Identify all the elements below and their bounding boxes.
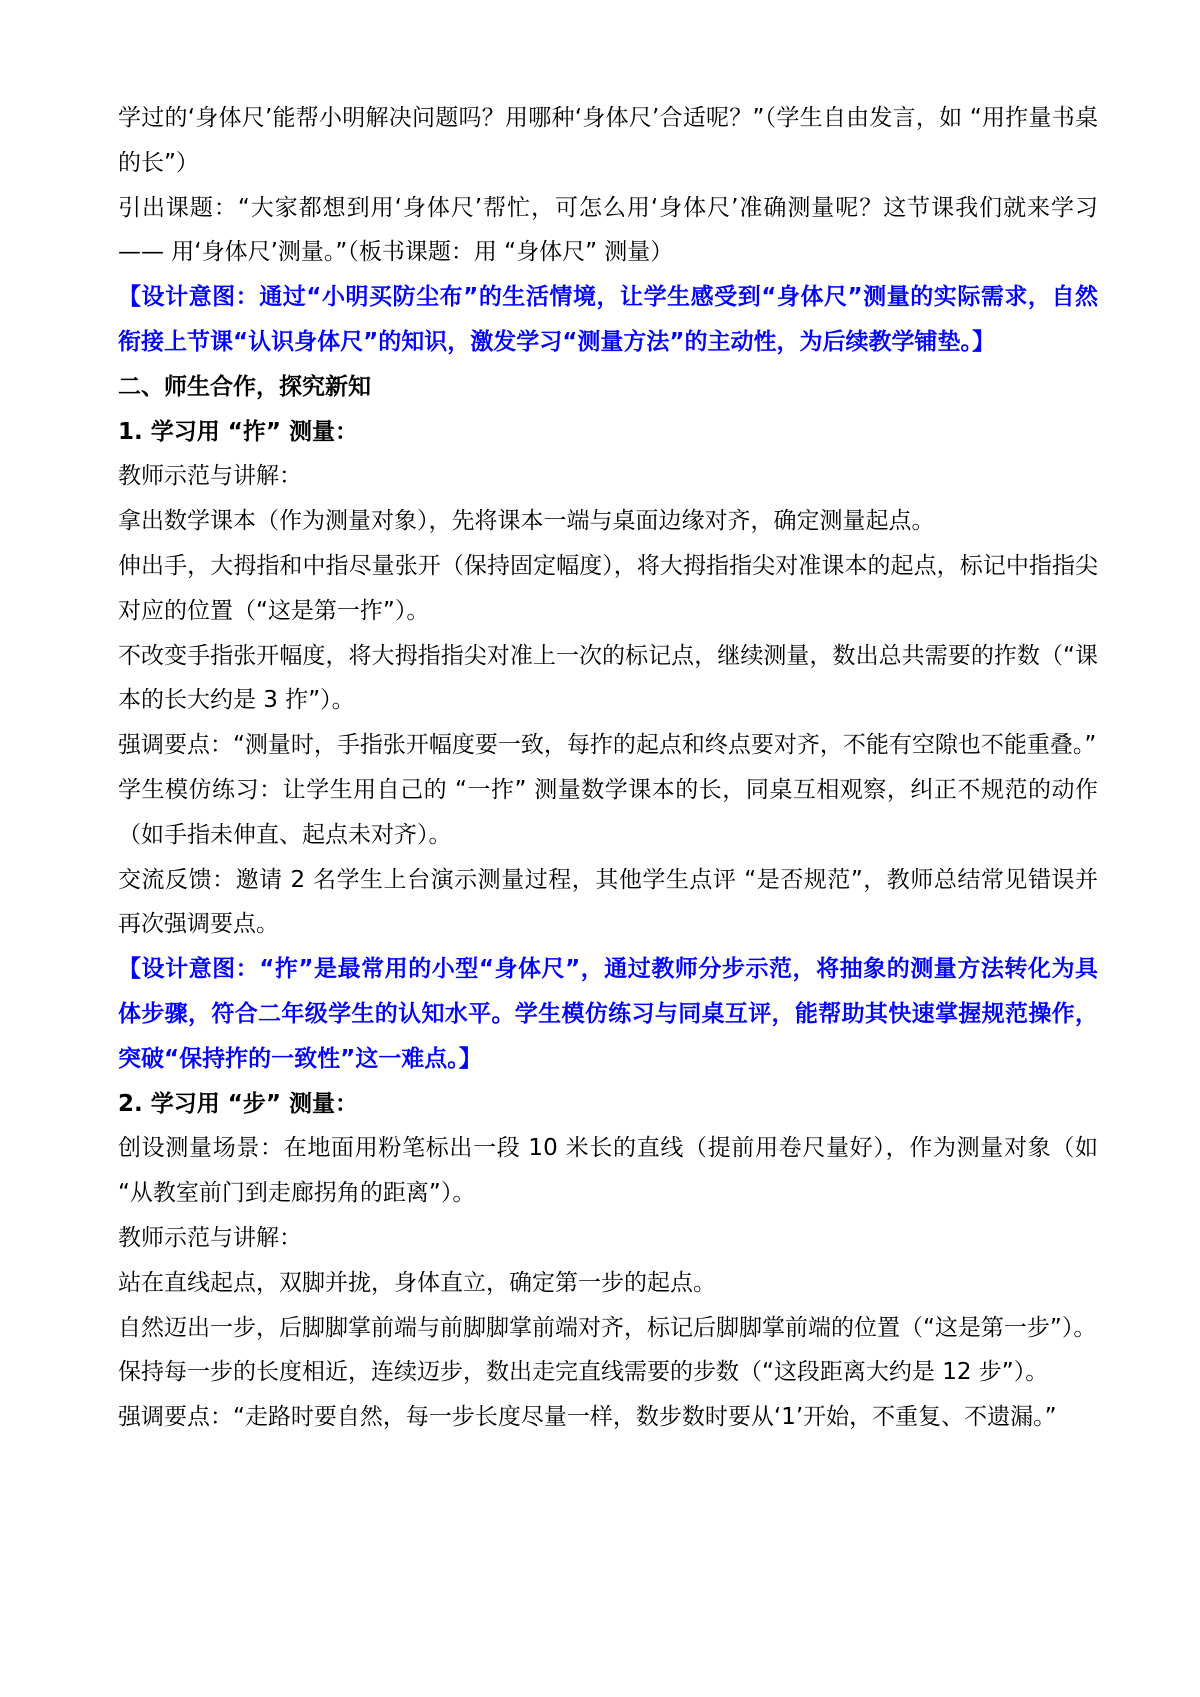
paragraph-step-2: 自然迈出一步，后脚脚掌前端与前脚脚掌前端对齐，标记后脚脚掌前端的位置（“这是第一步”）。 (118, 1314, 1097, 1341)
paragraph-introduce-topic: 引出课题：“大家都想到用‘身体尺’帮忙，可怎么用‘身体尺’准确测量呢？这节课我们就来学习 —— 用‘身体尺’测量。”（板书课题：用 “身体尺” 测量） (118, 194, 1098, 266)
paragraph-span-step-3: 不改变手指张开幅度，将大拇指指尖对准上一次的标记点，继续测量，数出总共需要的拃数（“课本的长大约是 3 拃”）。 (118, 642, 1098, 714)
paragraph-step-key-points: 强调要点：“走路时要自然，每一步长度尽量一样，数步数时要从‘1’开始，不重复、不遗漏。” (118, 1404, 1057, 1431)
paragraph-student-practice: 学生模仿练习：让学生用自己的 “一拃” 测量数学课本的长，同桌互相观察，纠正不规范的动作（如手指未伸直、起点未对齐）。 (118, 776, 1098, 848)
design-intent-situation: 【设计意图：通过“小明买防尘布”的生活情境，让学生感受到“身体尺”测量的实际需求，自然衔接上节课“认识身体尺”的知识，激发学习“测量方法”的主动性，为后续教学铺垫。】 (118, 284, 1098, 355)
design-intent-span: 【设计意图：“拃”是最常用的小型“身体尺”，通过教师分步示范，将抽象的测量方法转化为具体步骤，符合二年级学生的认知水平。学生模仿练习与同桌互评，能帮助其快速掌握规范操作，突破“保持拃的一致性”这一难点。】 (118, 956, 1098, 1072)
paragraph-teacher-demo-span: 教师示范与讲解： (118, 463, 302, 490)
paragraph-span-step-2: 伸出手，大拇指和中指尽量张开（保持固定幅度），将大拇指指尖对准课本的起点，标记中指指尖对应的位置（“这是第一拃”）。 (118, 552, 1098, 624)
paragraph-step-1: 站在直线起点，双脚并拢，身体直立，确定第一步的起点。 (118, 1269, 716, 1296)
section-heading-explore: 二、师生合作，探究新知 (118, 373, 371, 400)
subheading-measure-by-span: 1. 学习用 “拃” 测量： (118, 418, 358, 445)
paragraph-span-step-1: 拿出数学课本（作为测量对象），先将课本一端与桌面边缘对齐，确定测量起点。 (118, 508, 935, 535)
paragraph-teacher-demo-step: 教师示范与讲解： (118, 1224, 302, 1251)
paragraph-student-discussion: 学过的‘身体尺’能帮小明解决问题吗？用哪种‘身体尺’合适呢？”（学生自由发言，如 “用拃量书桌的长”） (118, 105, 1098, 176)
paragraph-step-3: 保持每一步的长度相近，连续迈步，数出走完直线需要的步数（“这段距离大约是 12 步”）。 (118, 1359, 1049, 1386)
subheading-measure-by-step: 2. 学习用 “步” 测量： (118, 1090, 358, 1117)
paragraph-feedback: 交流反馈：邀请 2 名学生上台演示测量过程，其他学生点评 “是否规范”，教师总结常见错误并再次强调要点。 (118, 866, 1098, 938)
paragraph-span-key-points: 强调要点：“测量时，手指张开幅度要一致，每拃的起点和终点要对齐，不能有空隙也不能重叠。” (118, 732, 1097, 759)
document-page (118, 96, 1098, 1440)
paragraph-step-scene: 创设测量场景：在地面用粉笔标出一段 10 米长的直线（提前用卷尺量好），作为测量对象（如 “从教室前门到走廊拐角的距离”）。 (118, 1135, 1098, 1207)
